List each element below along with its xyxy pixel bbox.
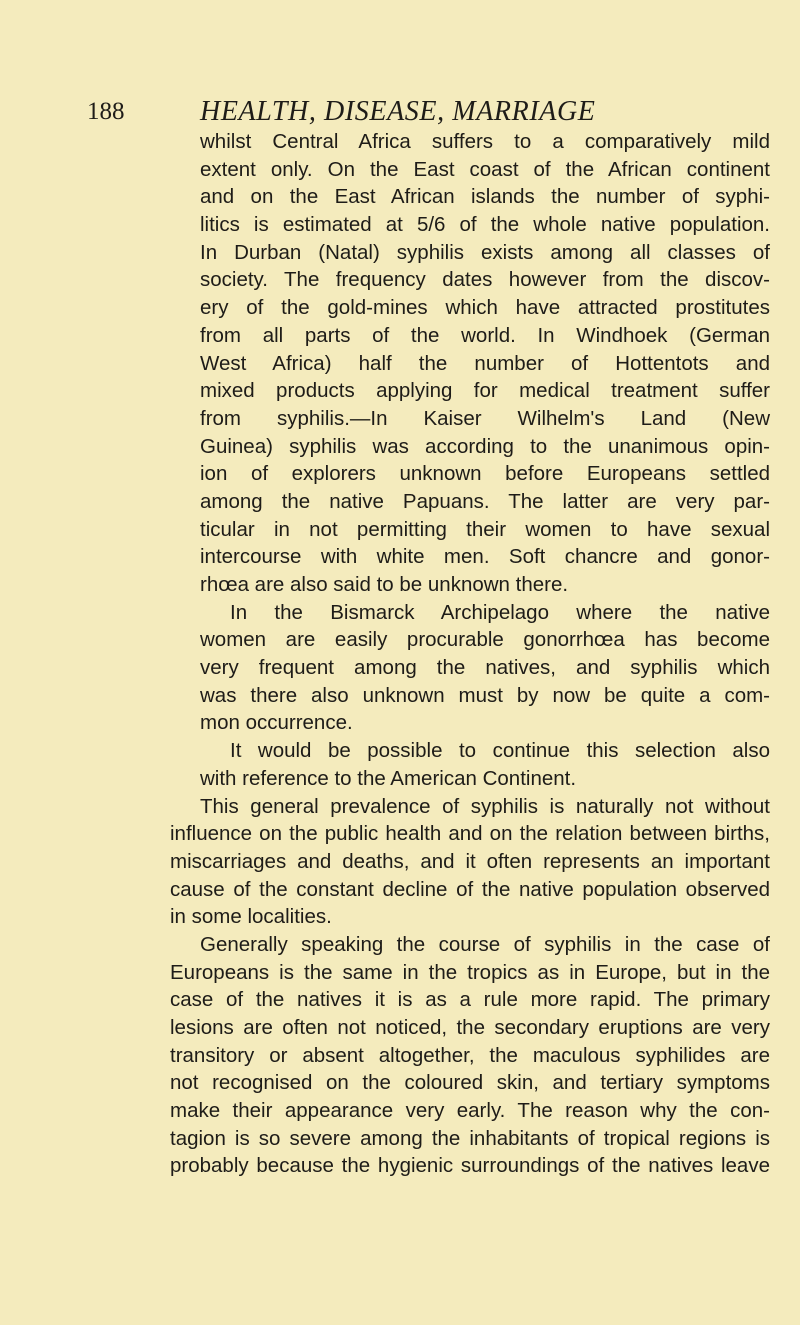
text-line: case of the natives it is as a rule more rapid. The primary — [170, 988, 770, 1012]
text-line: litics is estimated at 5/6 of the whole native population. — [200, 213, 770, 237]
page-number: 188 — [87, 98, 125, 125]
text-line: from all parts of the world. In Windhoek (German — [200, 323, 770, 347]
running-title: HEALTH, DISEASE, MARRIAGE — [200, 96, 596, 127]
text-line: very frequent among the natives, and syphilis which — [200, 656, 770, 680]
text-line: and on the East African islands the number of syphi- — [200, 185, 770, 209]
text-line: rhœa are also said to be unknown there. — [200, 573, 569, 596]
running-header — [0, 98, 800, 132]
text-line: women are easily procurable gonorrhœa has become — [200, 628, 770, 652]
paragraph — [0, 931, 800, 1180]
page-body — [0, 128, 800, 1180]
paragraph — [0, 737, 800, 792]
text-line: It would be possible to continue this selection also — [230, 739, 770, 763]
text-line: mixed products applying for medical treatment suffer — [200, 379, 770, 403]
text-line: with reference to the American Continent. — [200, 766, 577, 790]
text-line: West Africa) half the number of Hottentots and — [200, 351, 770, 375]
text-line: Generally speaking the course of syphilis in the case of — [200, 932, 770, 956]
text-line: society. The frequency dates however from the discov- — [200, 268, 770, 292]
text-line: This general prevalence of syphilis is naturally not without — [200, 794, 770, 818]
text-line: ticular in not permitting their women to have sexual — [200, 517, 770, 541]
text-line: was there also unknown must by now be quite a com- — [200, 683, 770, 707]
main-text — [0, 793, 800, 1181]
text-line: from syphilis.—In Kaiser Wilhelm's Land (New — [200, 406, 770, 430]
text-line: not recognised on the coloured skin, and tertiary symptoms — [170, 1071, 770, 1095]
paragraph — [0, 599, 800, 737]
text-line: ery of the gold-mines which have attracted prostitutes — [200, 296, 770, 320]
text-line: intercourse with white men. Soft chancre and gonor- — [200, 545, 770, 569]
quoted-passage — [0, 128, 800, 793]
text-line: whilst Central Africa suffers to a comparatively mild — [200, 130, 770, 153]
text-line: transitory or absent altogether, the maculous syphilides are — [170, 1043, 770, 1067]
text-line: Europeans is the same in the tropics as in Europe, but in the — [170, 960, 770, 984]
text-line: influence on the public health and on the relation between births, — [170, 822, 770, 846]
paragraph — [0, 128, 800, 599]
text-line: In Durban (Natal) syphilis exists among all classes of — [200, 240, 770, 264]
text-line: mon occurrence. — [200, 711, 353, 735]
text-line: ion of explorers unknown before Europeans settled — [200, 462, 770, 486]
text-line: in some localities. — [170, 905, 332, 929]
text-line: lesions are often not noticed, the secondary eruptions are very — [170, 1016, 770, 1039]
text-line: cause of the constant decline of the native population observed — [170, 877, 770, 901]
text-line: Guinea) syphilis was according to the unanimous opin- — [200, 434, 770, 458]
text-line: In the Bismarck Archipelago where the native — [230, 600, 770, 624]
text-line: make their appearance very early. The reason why the con- — [170, 1099, 770, 1123]
text-line: among the native Papuans. The latter are very par- — [200, 489, 770, 513]
text-line: miscarriages and deaths, and it often represents an important — [170, 849, 770, 873]
text-line: extent only. On the East coast of the African continent — [200, 157, 770, 181]
text-line: tagion is so severe among the inhabitants of tropical regions is — [170, 1126, 770, 1150]
text-line: probably because the hygienic surroundings of the natives leave — [170, 1154, 770, 1178]
paragraph — [0, 793, 800, 931]
